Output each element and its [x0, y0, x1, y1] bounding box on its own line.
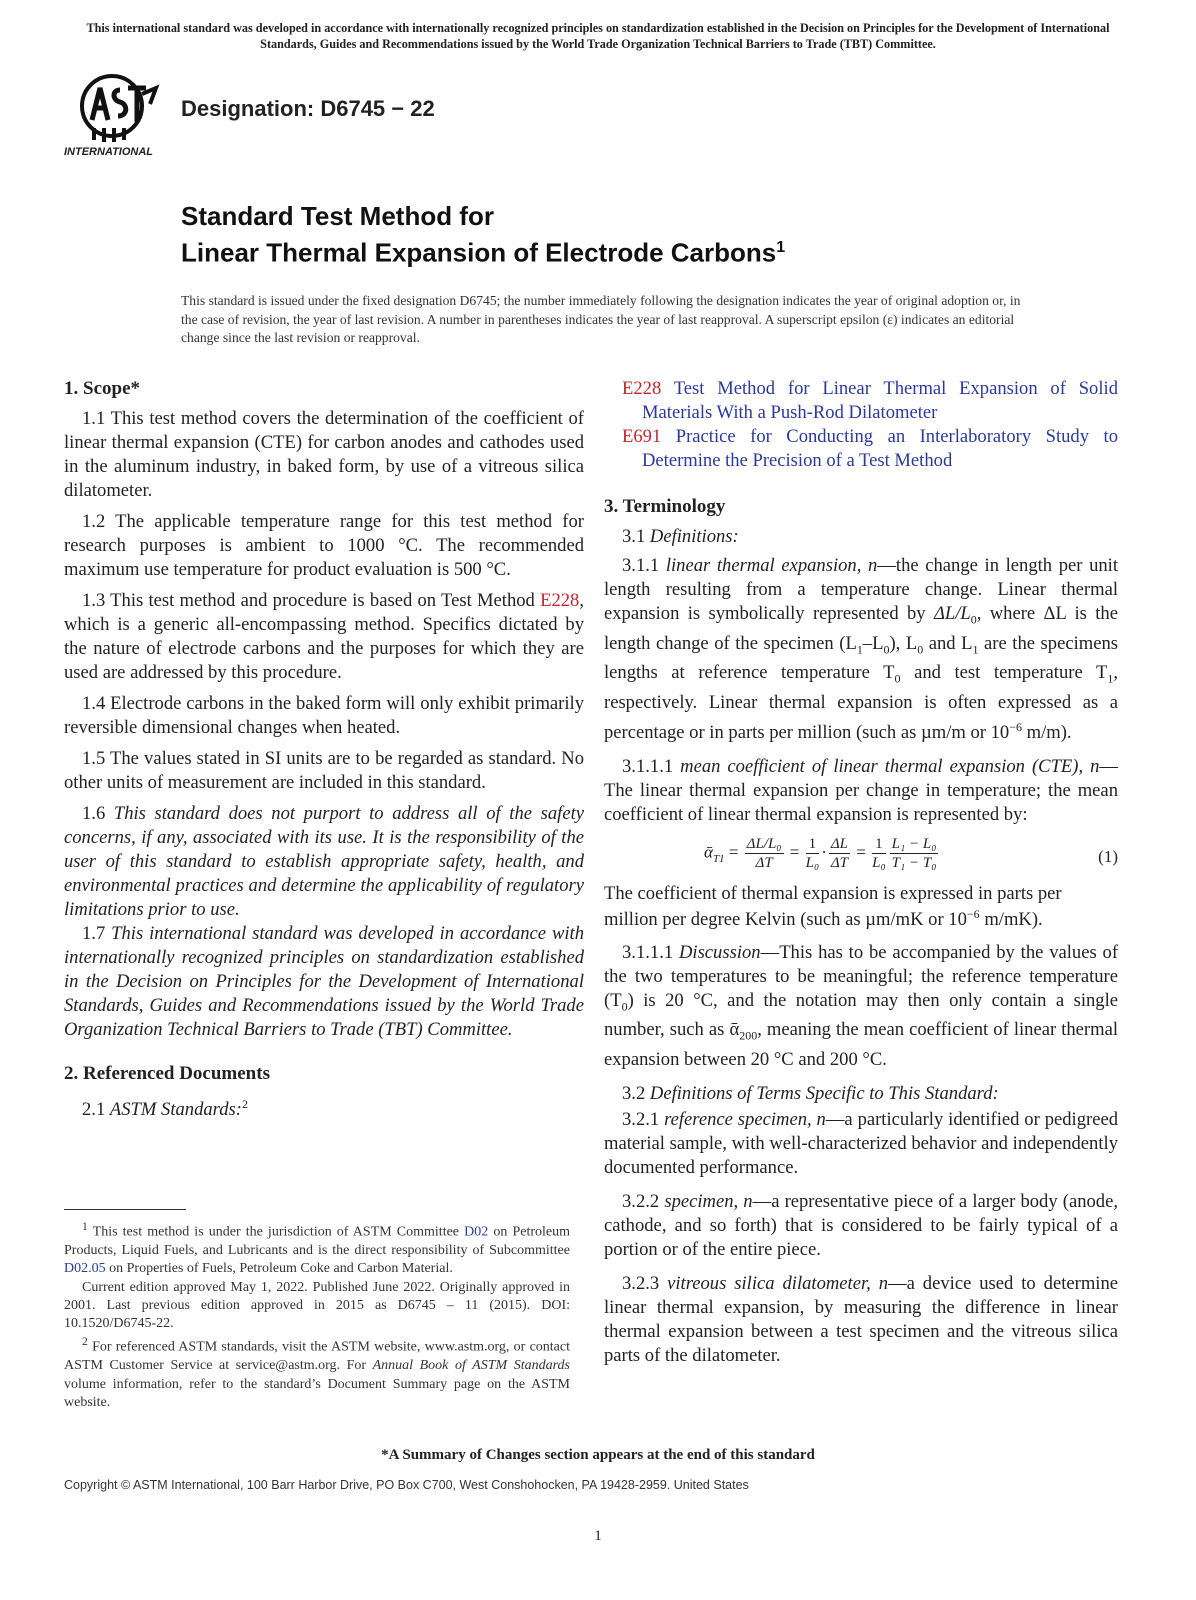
- para-discussion-text-a: —This has to be accompanied by the values of the two temperatures to be meaningful; the reference temperature (T: [604, 941, 1119, 1011]
- para-cte-units: [604, 883, 1118, 930]
- eq-frac-5: [890, 835, 939, 872]
- para-1-1: 1.1 This test method covers the determination of the coefficient of linear thermal expansion (CTE) for carbon anodes and cathodes used in the aluminum industry, in baked form, by use of a vitreous silica dilatometer.: [64, 408, 584, 501]
- para-1-6-num: 1.6: [82, 803, 114, 824]
- eq-frac-1-den: ΔT: [755, 855, 773, 872]
- ref-e691-title[interactable]: Practice for Conducting an Interlaboratory Study to Determine the Precision of a Test Method: [642, 426, 1118, 471]
- footnote-1-text-b: on Petroleum Products, Liquid Fuels, and Lubricants and is the direct responsibility of Subcommittee: [64, 1224, 570, 1258]
- link-d02[interactable]: D02: [464, 1224, 489, 1240]
- link-e228[interactable]: E228: [540, 590, 580, 611]
- eq-frac-4-den: L₀: [872, 855, 886, 872]
- footnote-2-text-a: For referenced ASTM standards, visit the ASTM website, www.astm.org, or contact ASTM Customer Service at service@astm.org. For: [64, 1340, 570, 1374]
- para-3-1-1-text-i: m/m).: [1022, 722, 1072, 744]
- para-3-2-text: Definitions of Terms Specific to This Standard:: [649, 1082, 999, 1104]
- footnote-2-text-b: volume information, refer to the standard’s Document Summary page on the ASTM website.: [64, 1376, 570, 1410]
- para-3-1-num: 3.1: [622, 526, 650, 547]
- para-1-5: 1.5 The values stated in SI units are to be regarded as standard. No other units of measurement are included in this standard.: [64, 748, 584, 793]
- equation-label: (1): [1098, 847, 1118, 867]
- link-d02-05[interactable]: D02.05: [64, 1261, 106, 1277]
- ref-e691-code[interactable]: E691: [622, 426, 662, 447]
- eq-frac-5-num: L₁ − L₀: [891, 836, 937, 853]
- para-3-1-1-text-b: , where ΔL is the length change of the specimen (L: [604, 603, 1118, 654]
- section-1-heading: 1. Scope*: [64, 378, 140, 399]
- para-discussion-text-c: , meaning the mean coefficient of linear thermal expansion between 20 °C and 200 °C.: [604, 1019, 1118, 1070]
- exponent-minus-6: −6: [1009, 720, 1022, 735]
- eq-frac-1: [745, 835, 784, 872]
- para-3-1: [604, 525, 1118, 549]
- para-3-2-2-num: 3.2.2: [622, 1190, 665, 1212]
- term-mean-cte: mean coefficient of linear thermal expansion (CTE), n: [680, 756, 1100, 778]
- title-footnote-ref[interactable]: 1: [776, 239, 786, 256]
- para-2-1-text: ASTM Standards:: [109, 1099, 242, 1121]
- para-1-3-text-b: , which is a generic all-encompassing method. Specifics dictated by the nature of electrode carbons and the purposes for which they are used are addressed by this procedure.: [64, 590, 584, 683]
- title-line-2: [181, 232, 785, 269]
- para-1-3: [64, 589, 584, 685]
- footnote-1: [64, 1218, 570, 1279]
- eq-frac-4-num: 1: [872, 835, 886, 854]
- term-discussion: Discussion: [678, 941, 761, 963]
- para-2-1-num: 2.1: [82, 1099, 110, 1121]
- para-discussion-num: 3.1.1.1: [622, 941, 679, 963]
- para-1-2: 1.2 The applicable temperature range for this test method for research purposes is ambient to 1000 °C. The recommended maximum use temperature for product evaluation is 500 °C.: [64, 511, 584, 580]
- para-3-1-1-1: [604, 755, 1118, 827]
- eq-frac-4: [872, 835, 886, 872]
- eq-frac-3: [829, 835, 850, 872]
- equation-body: ᾱ$_{T1}$ = $\frac{\text{ΔL/L₀}}{\Delta T}$ = $\frac{1}{\text{L₀}}$ · $\frac{\Delta L}{\Delta T}$ = $\frac{1}{\text{L₀}}$ $\frac{\text{L₁ − L₀}}{\text{T₁ − T₀}}$: [704, 836, 937, 872]
- footnote-1-marker: 1: [82, 1220, 88, 1233]
- para-3-2-1-text: —a particularly identified or pedigreed material sample, with well-characterized behavior and independently documented performance.: [604, 1108, 1118, 1178]
- footnote-1-edition: Current edition approved May 1, 2022. Published June 2022. Originally approved in 2001. Last previous edition approved in 2015 as D6745 – 11 (2015). DOI: 10.1520/D6745-22.: [64, 1279, 570, 1332]
- para-3-1-1-1-text: —The linear thermal expansion per change in temperature; the mean coefficient of linear thermal expansion is represented by:: [604, 756, 1118, 826]
- para-1-4: 1.4 Electrode carbons in the baked form will only exhibit primarily reversible dimensional changes when heated.: [64, 693, 584, 738]
- eq-frac-3-den: ΔT: [830, 855, 849, 872]
- top-notice: This international standard was developed in accordance with internationally recognized principles on standardization established in the Decision on Principles for the Development of International Standards, Guides and Recommendations issued by the World Trade Organization Technical Barriers to Trade (TBT) Committee.: [86, 21, 1110, 51]
- page-number: 1: [594, 1528, 602, 1544]
- right-column: [604, 377, 1119, 1368]
- footnote-2: [64, 1333, 570, 1412]
- para-3-2-3: [604, 1272, 1118, 1368]
- reference-e228[interactable]: [622, 377, 1118, 425]
- section-3-heading: 3. Terminology: [604, 496, 726, 517]
- footnotes: [64, 1218, 570, 1412]
- document-title: [181, 200, 785, 269]
- para-3-1-1-num: 3.1.1: [622, 555, 666, 576]
- para-3-2-3-num: 3.2.3: [622, 1272, 668, 1294]
- para-3-1-1-text-h: , respectively. Linear thermal expansion is often expressed as a percentage or in parts per million (such as µm/m or 10: [604, 662, 1118, 744]
- eq-frac-5-den: T₁ − T₀: [891, 855, 937, 872]
- footnote-2-marker: 2: [82, 1335, 88, 1349]
- para-3-1-1-1-discussion: 3.1.1.1 Discussion—This has to be accompanied by the values of the two temperatures to be meaningful; the reference temperature $(T_0)$ is 20 °C, and the notation may then only contain a single number, such as ᾱ$_{200}$, meaning the mean coefficient of linear thermal expansion between 20 °C and 200 °C.: [604, 941, 1119, 1070]
- eq-alpha-sub: T1: [712, 853, 725, 866]
- para-discussion-text-b: ) is 20 °C, and the notation may then only contain a single number, such as ᾱ: [604, 989, 1118, 1041]
- alpha-200-sub: 200: [739, 1028, 758, 1043]
- symbol-dl-l: ΔL/L: [933, 603, 971, 624]
- footnote-1-text-c: on Properties of Fuels, Petroleum Coke and Carbon Material.: [105, 1261, 453, 1277]
- para-1-7-num: 1.7: [82, 923, 112, 944]
- para-1-7-text: This international standard was developed in accordance with internationally recognized principles on standardization established in the Decision on Principles for the Development of International Standards, Guides and Recommendations issued by the World Trade Organization Technical Barriers to Trade (TBT) Committee.: [64, 923, 585, 1040]
- eq-frac-1-num: ΔL/L₀: [746, 836, 782, 853]
- logo-subtext: INTERNATIONAL: [64, 146, 154, 158]
- eq-alpha: ᾱ: [704, 842, 713, 862]
- para-3-1-1-text-g: and test temperature T: [900, 662, 1108, 684]
- ref-e228-title[interactable]: Test Method for Linear Thermal Expansion of Solid Materials With a Push-Rod Dilatometer: [642, 378, 1118, 423]
- issue-note: This standard is issued under the fixed designation D6745; the number immediately following the designation indicates the year of original adoption or, in the case of revision, the year of last revision. A number in parentheses indicates the year of last reapproval. A superscript epsilon (ε) indicates an editorial change since the last revision or reapproval.: [181, 293, 1021, 345]
- para-3-1-1: 3.1.1 linear thermal expansion, n—the change in length per unit length resulting from a temperature change. Linear thermal expansion is symbolically represented by $\Delta L/L_0$, where ΔL is the length change of the specimen $(L_1-L_0)$, $L_0$ and $L_1$ are the specimens lengths at reference temperature $T_0$ and test temperature $T_1$, respectively. Linear thermal expansion is often expressed as a percentage or in parts per million (such as µm/m or $10^{-6}$ m/m).: [604, 555, 1119, 744]
- para-1-6-text: This standard does not purport to address all of the safety concerns, if any, associated with its use. It is the responsibility of the user of this standard to establish appropriate safety, health, and environmental practices and determine the applicability of regulatory limitations prior to use.: [64, 803, 585, 920]
- left-column: [64, 377, 584, 1122]
- term-linear-thermal-expansion: linear thermal expansion, n: [665, 555, 878, 576]
- eq-frac-2-num: 1: [806, 835, 820, 854]
- para-3-2-3-text: —a device used to determine linear thermal expansion, by measuring the difference in linear thermal expansion between a test specimen and the vitreous silica parts of the dilatometer.: [604, 1272, 1118, 1366]
- section-2-heading: 2. Referenced Documents: [64, 1063, 270, 1084]
- para-3-1-1-text-e: and L: [923, 632, 973, 654]
- reference-e691[interactable]: [622, 425, 1118, 473]
- para-3-1-1-text-a: —the change in length per unit length resulting from a temperature change. Linear thermal expansion is symbolically represented by: [604, 555, 1119, 624]
- para-1-7: [64, 922, 584, 1042]
- para-2-1: [64, 1092, 584, 1122]
- eq-frac-2: [806, 835, 820, 872]
- eq-frac-2-den: L₀: [805, 855, 820, 872]
- para-3-1-1-text-c: –L: [862, 632, 884, 654]
- term-reference-specimen: reference specimen, n: [664, 1108, 826, 1130]
- footnote-rule: [64, 1209, 186, 1210]
- para-3-2-num: 3.2: [622, 1082, 650, 1104]
- summary-note: *A Summary of Changes section appears at the end of this standard: [381, 1447, 815, 1463]
- para-3-2-1: [604, 1108, 1118, 1180]
- para-3-1-text: Definitions:: [649, 526, 739, 547]
- para-1-3-text: 1.3 This test method and procedure is based on Test Method: [82, 590, 541, 611]
- copyright: Copyright © ASTM International, 100 Barr Harbor Drive, PO Box C700, West Conshohocken, PA 19428-2959. United States: [64, 1478, 749, 1492]
- eq-frac-3-num: ΔL: [830, 836, 849, 853]
- ref-e228-code[interactable]: E228: [622, 378, 662, 399]
- para-3-1-1-1-num: 3.1.1.1: [622, 756, 681, 778]
- term-specimen: specimen, n: [664, 1190, 753, 1212]
- title-line-1: Standard Test Method for: [181, 201, 494, 231]
- footnote-2-italic: Annual Book of ASTM Standards: [372, 1358, 570, 1374]
- footnote-1-text-a: This test method is under the jurisdiction of ASTM Committee: [87, 1224, 465, 1240]
- equation-1: [604, 829, 1118, 883]
- footnote-ref-2[interactable]: 2: [241, 1097, 248, 1111]
- designation: Designation: D6745 − 22: [181, 96, 435, 121]
- para-3-2-1-num: 3.2.1: [622, 1108, 665, 1130]
- para-3-1-1-text-d: ), L: [889, 632, 918, 654]
- para-1-6: [64, 802, 584, 922]
- term-vitreous-silica-dilatometer: vitreous silica dilatometer, n: [667, 1272, 889, 1294]
- para-3-2-2: [604, 1190, 1118, 1262]
- exponent-minus-6-b: −6: [966, 907, 980, 922]
- para-cte-units-text-b: m/mK).: [979, 909, 1043, 931]
- astm-logo: [64, 68, 168, 164]
- para-3-2: [604, 1082, 1118, 1106]
- para-cte-units-text-a: The coefficient of thermal expansion is expressed in parts per million per degree Kelvin (such as µm/mK or 10: [604, 883, 1062, 931]
- title-line-2-text: Linear Thermal Expansion of Electrode Carbons: [181, 237, 777, 268]
- para-3-2-2-text: —a representative piece of a larger body (anode, cathode, and so forth) that is considered to be fairly typical of a portion or of the entire piece.: [604, 1190, 1119, 1260]
- para-3-1-1-text-f: are the specimens lengths at reference temperature T: [604, 632, 1119, 684]
